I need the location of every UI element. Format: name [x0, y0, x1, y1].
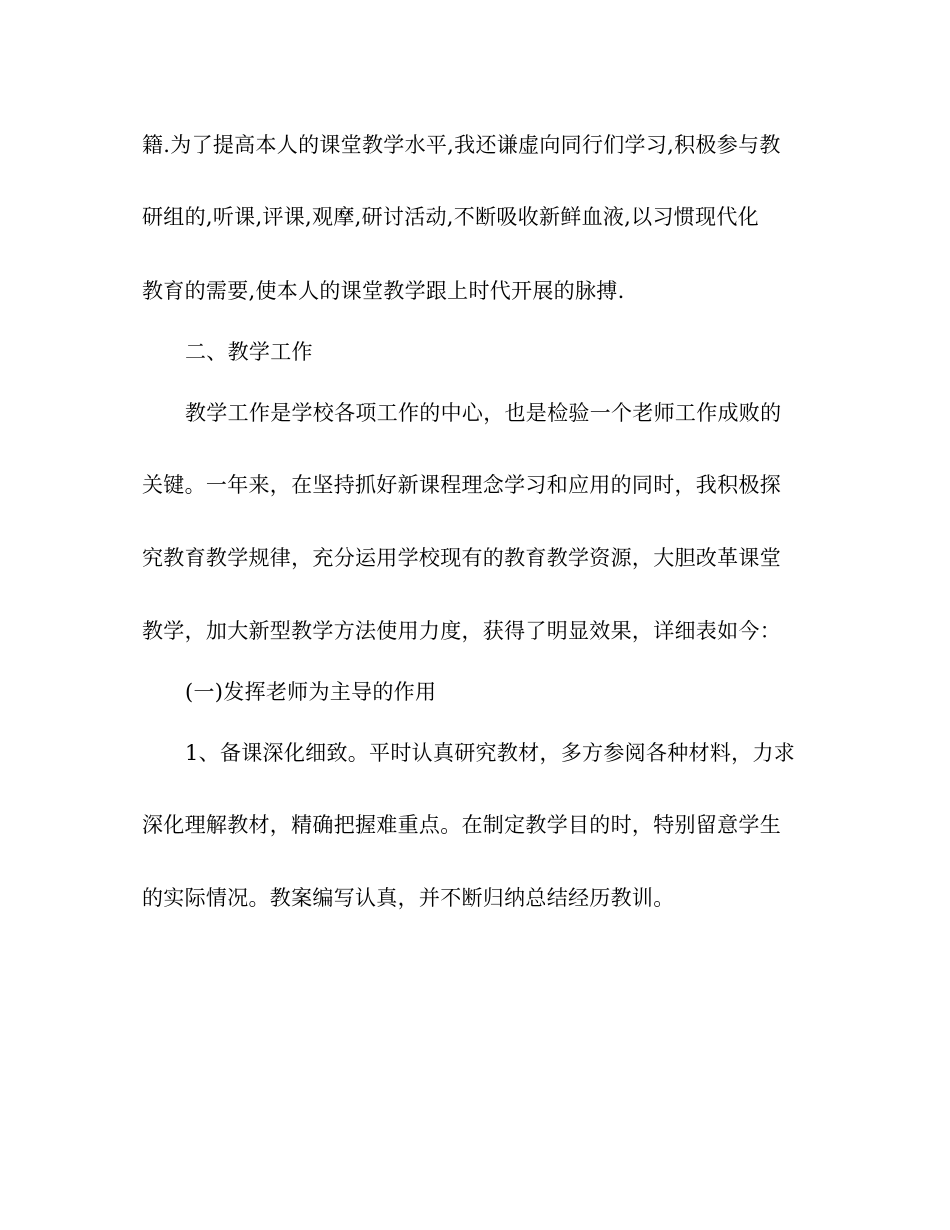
paragraph-line-9: 深化理解教材，精确把握难重点。在制定教学目的时，特别留意学生 [142, 813, 781, 837]
paragraph-line-1: 籍.为了提高本人的课堂教学水平,我还谦虚向同行们学习,积极参与教 [142, 133, 781, 157]
paragraph-line-3: 教育的需要,使本人的课堂教学跟上时代开展的脉搏. [142, 279, 625, 303]
paragraph-line-4: 教学工作是学校各项工作的中心，也是检验一个老师工作成败的 [185, 401, 782, 425]
paragraph-line-8: 1、备课深化细致。平时认真研究教材，多方参阅各种材料，力求 [185, 741, 796, 765]
paragraph-line-2: 研组的,听课,评课,观摩,研讨活动,不断吸收新鲜血液,以习惯现代化 [142, 205, 759, 229]
paragraph-line-10: 的实际情况。教案编写认真，并不断归纳总结经历教训。 [142, 886, 675, 910]
subsection-heading: (一)发挥老师为主导的作用 [185, 680, 437, 704]
section-heading: 二、教学工作 [185, 340, 313, 364]
paragraph-line-7: 教学，加大新型教学方法使用力度，获得了明显效果，详细表如今： [142, 619, 781, 643]
paragraph-line-5: 关键。一年来，在坚持抓好新课程理念学习和应用的同时，我积极探 [142, 473, 781, 497]
paragraph-line-6: 究教育教学规律，充分运用学校现有的教育教学资源，大胆改革课堂 [142, 546, 781, 570]
